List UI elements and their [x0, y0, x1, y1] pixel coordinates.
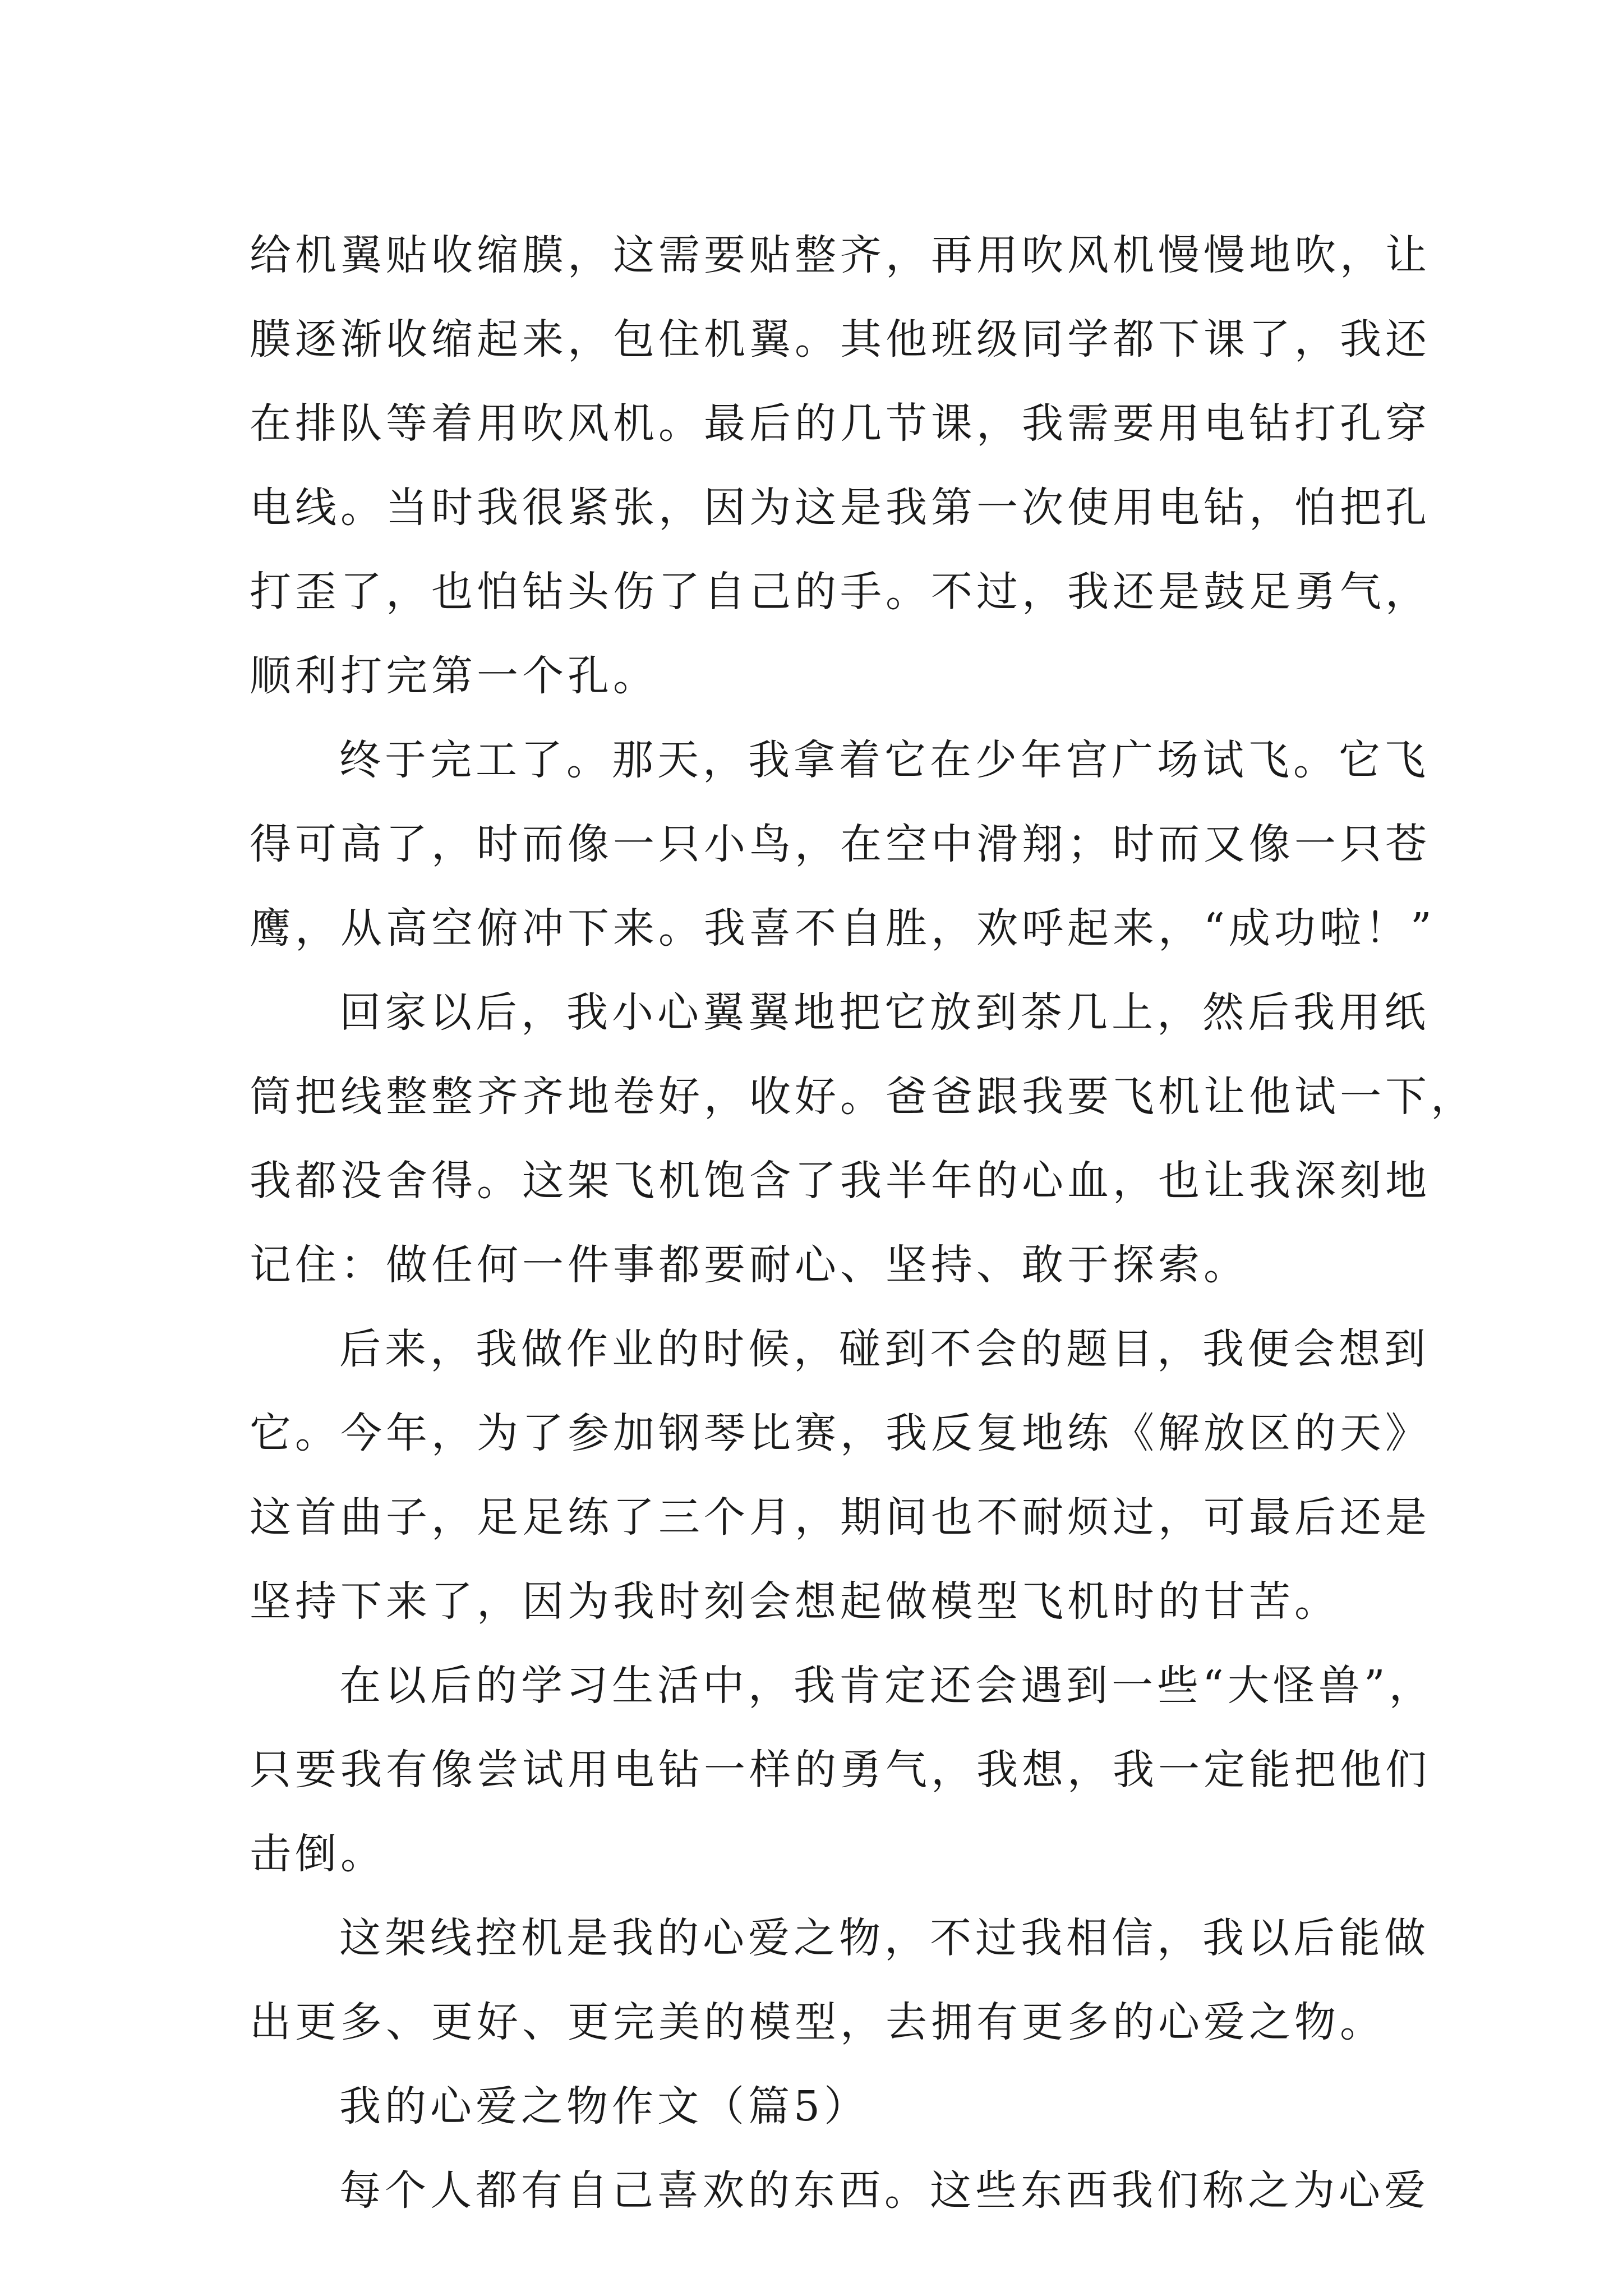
paragraph-4 — [250, 1307, 1431, 1644]
text-line: 鹰，从高空俯冲下来。我喜不自胜，欢呼起来，“成功啦！” — [250, 904, 1436, 953]
text-line: 我都没舍得。这架飞机饱含了我半年的心血，也让我深刻地 — [250, 1157, 1431, 1205]
text-line: 打歪了，也怕钻头伤了自己的手。不过，我还是鼓足勇气， — [250, 568, 1431, 616]
text-line: 回家以后，我小心翼翼地把它放到茶几上，然后我用纸 — [339, 988, 1430, 1037]
text-line: 膜逐渐收缩起来，包住机翼。其他班级同学都下课了，我还 — [250, 315, 1431, 364]
section-heading — [250, 2064, 1377, 2148]
text-line: 这首曲子，足足练了三个月，期间也不耐烦过，可最后还是 — [250, 1493, 1431, 1542]
text-line: 这架线控机是我的心爱之物，不过我相信，我以后能做 — [339, 1914, 1430, 1962]
text-line: 每个人都有自己喜欢的东西。这些东西我们称之为心爱 — [339, 2166, 1430, 2215]
paragraph-2 — [250, 718, 1436, 970]
text-line: 终于完工了。那天，我拿着它在少年宫广场试飞。它飞 — [339, 736, 1430, 784]
text-line: 击倒。 — [250, 1830, 386, 1878]
text-line: 电线。当时我很紧张，因为这是我第一次使用电钻，怕把孔 — [250, 484, 1431, 532]
text-line: 出更多、更好、更完美的模型，去拥有更多的心爱之物。 — [250, 1998, 1385, 2046]
document-body — [250, 213, 1476, 2233]
text-line: 在排队等着用吹风机。最后的几节课，我需要用电钻打孔穿 — [250, 399, 1431, 448]
text-line: 得可高了，时而像一只小鸟，在空中滑翔；时而又像一只苍 — [250, 820, 1431, 868]
text-line: 顺利打完第一个孔。 — [250, 652, 658, 700]
text-line: 记住：做任何一件事都要耐心、坚持、敢于探索。 — [250, 1241, 1249, 1289]
paragraph-6 — [250, 1896, 1430, 2064]
section-title: 我的心爱之物作文（篇5） — [339, 2082, 870, 2131]
paragraph-1 — [250, 213, 1431, 718]
text-line: 只要我有像尝试用电钻一样的勇气，我想，我一定能把他们 — [250, 1746, 1431, 1794]
text-line: 给机翼贴收缩膜，这需要贴整齐，再用吹风机慢慢地吹，让 — [250, 231, 1431, 279]
text-line: 后来，我做作业的时候，碰到不会的题目，我便会想到 — [339, 1325, 1430, 1373]
paragraph-7 — [250, 2148, 1430, 2233]
text-line: 坚持下来了，因为我时刻会想起做模型飞机时的甘苦。 — [250, 1577, 1340, 1626]
text-line: 筒把线整整齐齐地卷好，收好。爸爸跟我要飞机让他试一下， — [250, 1073, 1476, 1121]
paragraph-3 — [250, 970, 1476, 1307]
paragraph-5 — [250, 1644, 1435, 1896]
text-line: 它。今年，为了参加钢琴比赛，我反复地练《解放区的天》 — [250, 1409, 1431, 1457]
text-line: 在以后的学习生活中，我肯定还会遇到一些“大怪兽”， — [339, 1662, 1435, 1710]
